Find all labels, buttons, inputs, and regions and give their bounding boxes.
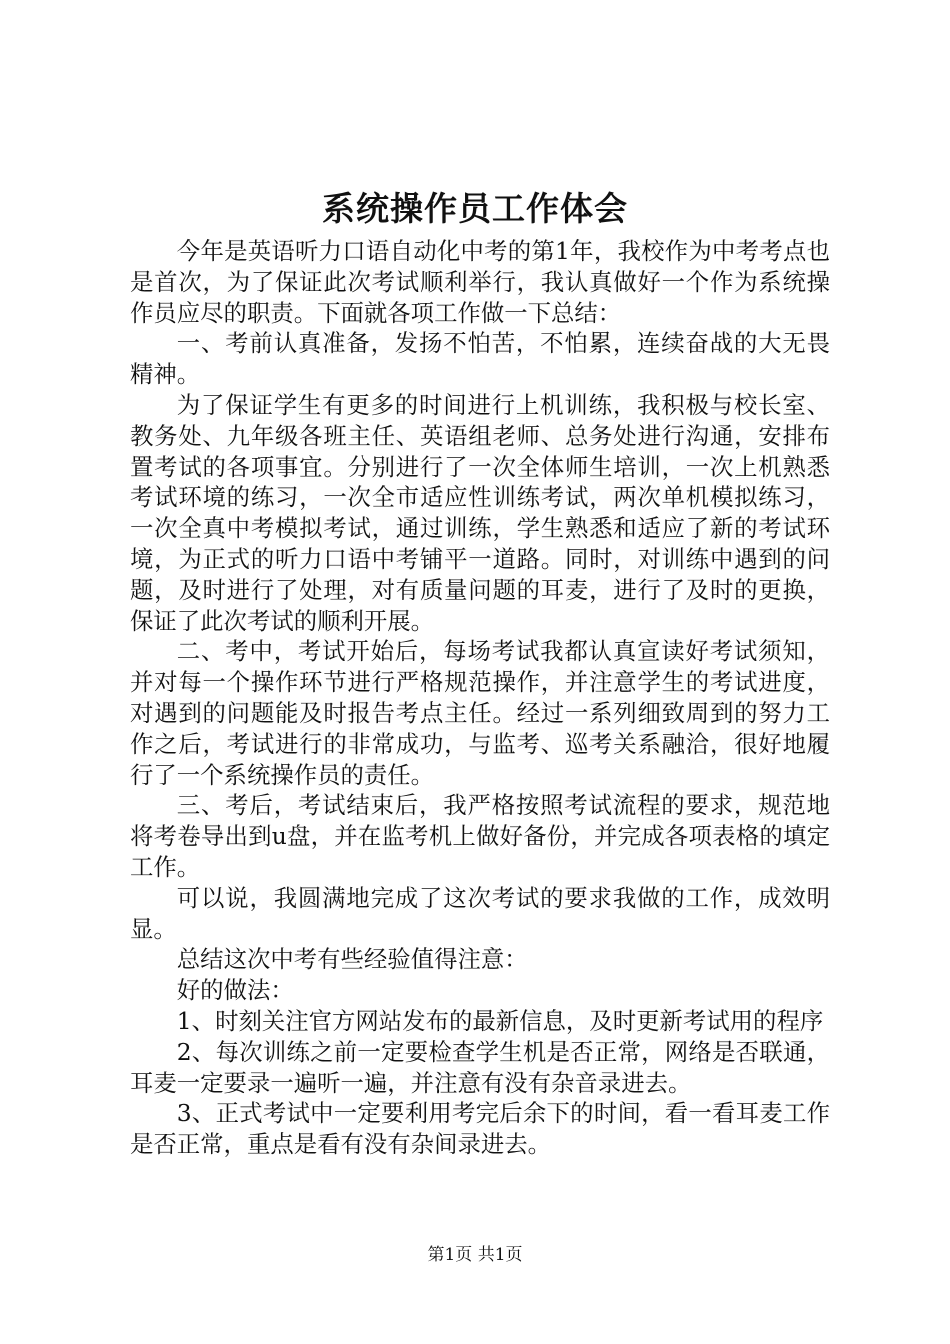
paragraph: 总结这次中考有些经验值得注意：	[176, 945, 528, 974]
paragraph: 为了保证学生有更多的时间进行上机训练，我积极与校长室、教务处、九年级各班主任、英语组老师、总务处进行沟通，安排布置考试的各项事宜。分别进行了一次全体师生培训，一次上机熟悉考试环境的练习，一次全市适应性训练考试，两次单机模拟练习，一次全真中考模拟考试，通过训练，学生熟悉和适应了新的考试环境，为正式的听力口语中考铺平一道路。同时，对训练中遇到的问题，及时进行了处理，对有质量问题的耳麦，进行了及时的更换，保证了此次考试的顺利开展。	[130, 390, 830, 635]
document-title: 系统操作员工作体会	[322, 189, 628, 228]
paragraph: 2、每次训练之前一定要检查学生机是否正常，网络是否联通，耳麦一定要录一遍听一遍，并注意有没有杂音录进去。	[130, 1037, 830, 1097]
paragraph: 一、考前认真准备，发扬不怕苦，不怕累，连续奋战的大无畏精神。	[130, 329, 830, 389]
paragraph: 好的做法：	[176, 976, 294, 1005]
page-footer: 第1页 共1页	[427, 1245, 523, 1265]
paragraph: 今年是英语听力口语自动化中考的第1年，我校作为中考考点也是首次，为了保证此次考试顺利举行，我认真做好一个作为系统操作员应尽的职责。下面就各项工作做一下总结：	[130, 237, 830, 327]
paragraph: 3、正式考试中一定要利用考完后余下的时间，看一看耳麦工作是否正常，重点是看有没有杂间录进去。	[130, 1099, 830, 1159]
paragraph: 三、考后，考试结束后，我严格按照考试流程的要求，规范地将考卷导出到u盘，并在监考机上做好备份，并完成各项表格的填定工作。	[130, 791, 830, 881]
paragraph: 二、考中，考试开始后，每场考试我都认真宣读好考试须知，并对每一个操作环节进行严格规范操作，并注意学生的考试进度，对遇到的问题能及时报告考点主任。经过一系列细致周到的努力工作之后，考试进行的非常成功，与监考、巡考关系融洽，很好地履行了一个系统操作员的责任。	[130, 637, 830, 789]
paragraph: 1、时刻关注官方网站发布的最新信息，及时更新考试用的程序	[176, 1006, 824, 1035]
paragraph: 可以说，我圆满地完成了这次考试的要求我做的工作，成效明显。	[130, 883, 830, 943]
document-body	[130, 236, 830, 1160]
